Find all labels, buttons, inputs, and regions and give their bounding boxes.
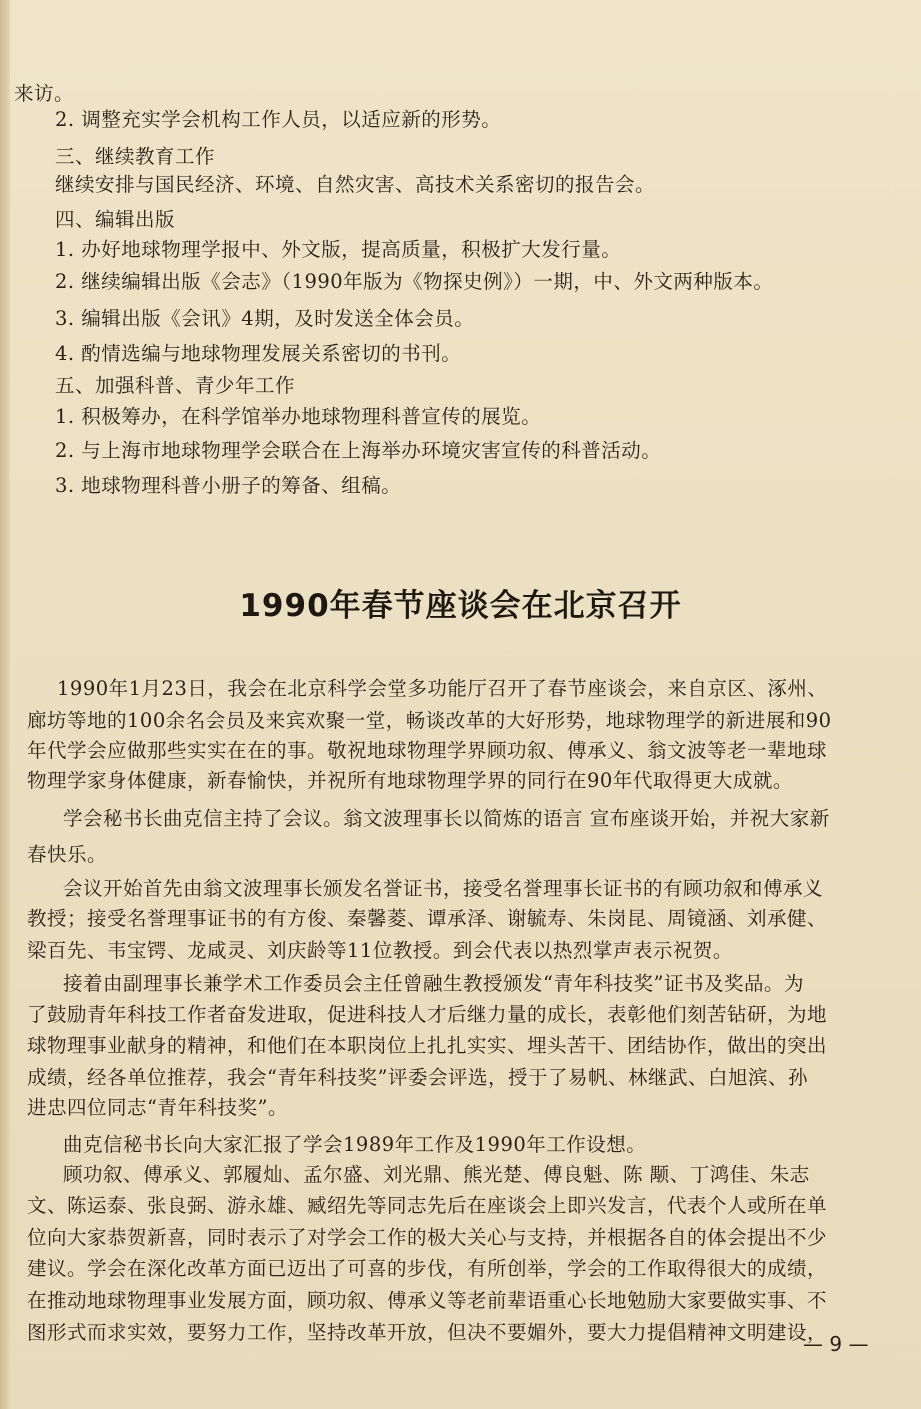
article-line: 位向大家恭贺新喜，同时表示了对学会工作的极大关心与支持，并根据各自的体会提出不少 bbox=[27, 1226, 828, 1249]
page-spine-shadow bbox=[0, 0, 10, 1409]
article-line: 进忠四位同志“青年科技奖”。 bbox=[27, 1096, 288, 1119]
article-line: 图形式而求实效，要努力工作，坚持改革开放，但决不要媚外，要大力提倡精神文明建设， bbox=[27, 1321, 828, 1344]
text-line: 继续安排与国民经济、环境、自然灾害、高技术关系密切的报告会。 bbox=[55, 173, 656, 196]
text-line: 3. 编辑出版《会讯》4期，及时发送全体会员。 bbox=[55, 307, 475, 330]
article-line: 学会秘书长曲克信主持了会议。翁文波理事长以简炼的语言 宣布座谈开始，并祝大家新 bbox=[63, 807, 830, 830]
article-line: 廊坊等地的100余名会员及来宾欢聚一堂，畅谈改革的大好形势，地球物理学的新进展和90 bbox=[27, 709, 832, 732]
text-line: 来访。 bbox=[14, 82, 75, 105]
article-line: 梁百先、韦宝锷、龙咸灵、刘庆龄等11位教授。到会代表以热烈掌声表示祝贺。 bbox=[27, 939, 733, 962]
article-line: 春快乐。 bbox=[27, 843, 108, 866]
article-title: 1990年春节座谈会在北京召开 bbox=[239, 588, 682, 624]
text-line: 2. 与上海市地球物理学会联合在上海举办环境灾害宣传的科普活动。 bbox=[55, 439, 662, 462]
section-heading: 四、编辑出版 bbox=[55, 208, 176, 231]
section-heading: 三、继续教育工作 bbox=[55, 145, 216, 168]
article-line: 了鼓励青年科技工作者奋发进取，促进科技人才后继力量的成长，表彰他们刻苦钻研，为地 bbox=[27, 1003, 828, 1026]
text-line: 1. 积极筹办，在科学馆举办地球物理科普宣传的展览。 bbox=[55, 405, 542, 428]
article-line: 顾功叙、傅承义、郭履灿、孟尔盛、刘光鼎、熊光楚、傅良魁、陈 颙、丁鸿佳、朱志 bbox=[63, 1163, 810, 1186]
article-line: 年代学会应做那些实实在在的事。敬祝地球物理学界顾功叙、傅承义、翁文波等老一辈地球 bbox=[27, 739, 828, 762]
text-line: 2. 调整充实学会机构工作人员，以适应新的形势。 bbox=[55, 108, 502, 131]
text-line: 2. 继续编辑出版《会志》（1990年版为《物探史例》）一期，中、外文两种版本。 bbox=[55, 270, 774, 293]
article-line: 会议开始首先由翁文波理事长颁发名誉证书，接受名誉理事长证书的有顾功叙和傅承义 bbox=[63, 877, 824, 900]
text-line: 4. 酌情选编与地球物理发展关系密切的书刊。 bbox=[55, 342, 462, 365]
text-line: 3. 地球物理科普小册子的筹备、组稿。 bbox=[55, 474, 402, 497]
article-line: 文、陈运泰、张良弼、游永雄、臧绍先等同志先后在座谈会上即兴发言，代表个人或所在单 bbox=[27, 1194, 828, 1217]
page-number: — 9 — bbox=[803, 1332, 869, 1356]
article-line: 曲克信秘书长向大家汇报了学会1989年工作及1990年工作设想。 bbox=[63, 1133, 647, 1156]
article-line: 成绩，经各单位推荐，我会“青年科技奖”评委会评选，授于了易帆、林继武、白旭滨、孙 bbox=[27, 1066, 808, 1089]
article-line: 在推动地球物理事业发展方面，顾功叙、傅承义等老前辈语重心长地勉励大家要做实事、不 bbox=[27, 1289, 828, 1312]
article-line: 物理学家身体健康，新春愉快，并祝所有地球物理学界的同行在90年代取得更大成就。 bbox=[27, 769, 793, 792]
article-line: 教授；接受名誉理事证书的有方俊、秦馨菱、谭承泽、谢毓寿、朱岗昆、周镜涵、刘承健、 bbox=[27, 907, 828, 930]
text-line: 1. 办好地球物理学报中、外文版，提高质量，积极扩大发行量。 bbox=[55, 238, 622, 261]
article-line: 球物理事业献身的精神，和他们在本职岗位上扎扎实实、埋头苦干、团结协作，做出的突出 bbox=[27, 1034, 828, 1057]
article-line: 接着由副理事长兼学术工作委员会主任曾融生教授颁发“青年科技奖”证书及奖品。为 bbox=[63, 972, 804, 995]
article-line: 1990年1月23日，我会在北京科学会堂多功能厅召开了春节座谈会，来自京区、涿州、 bbox=[57, 677, 828, 700]
section-heading: 五、加强科普、青少年工作 bbox=[55, 374, 296, 397]
article-line: 建议。学会在深化改革方面已迈出了可喜的步伐，有所创举，学会的工作取得很大的成绩， bbox=[27, 1257, 828, 1280]
